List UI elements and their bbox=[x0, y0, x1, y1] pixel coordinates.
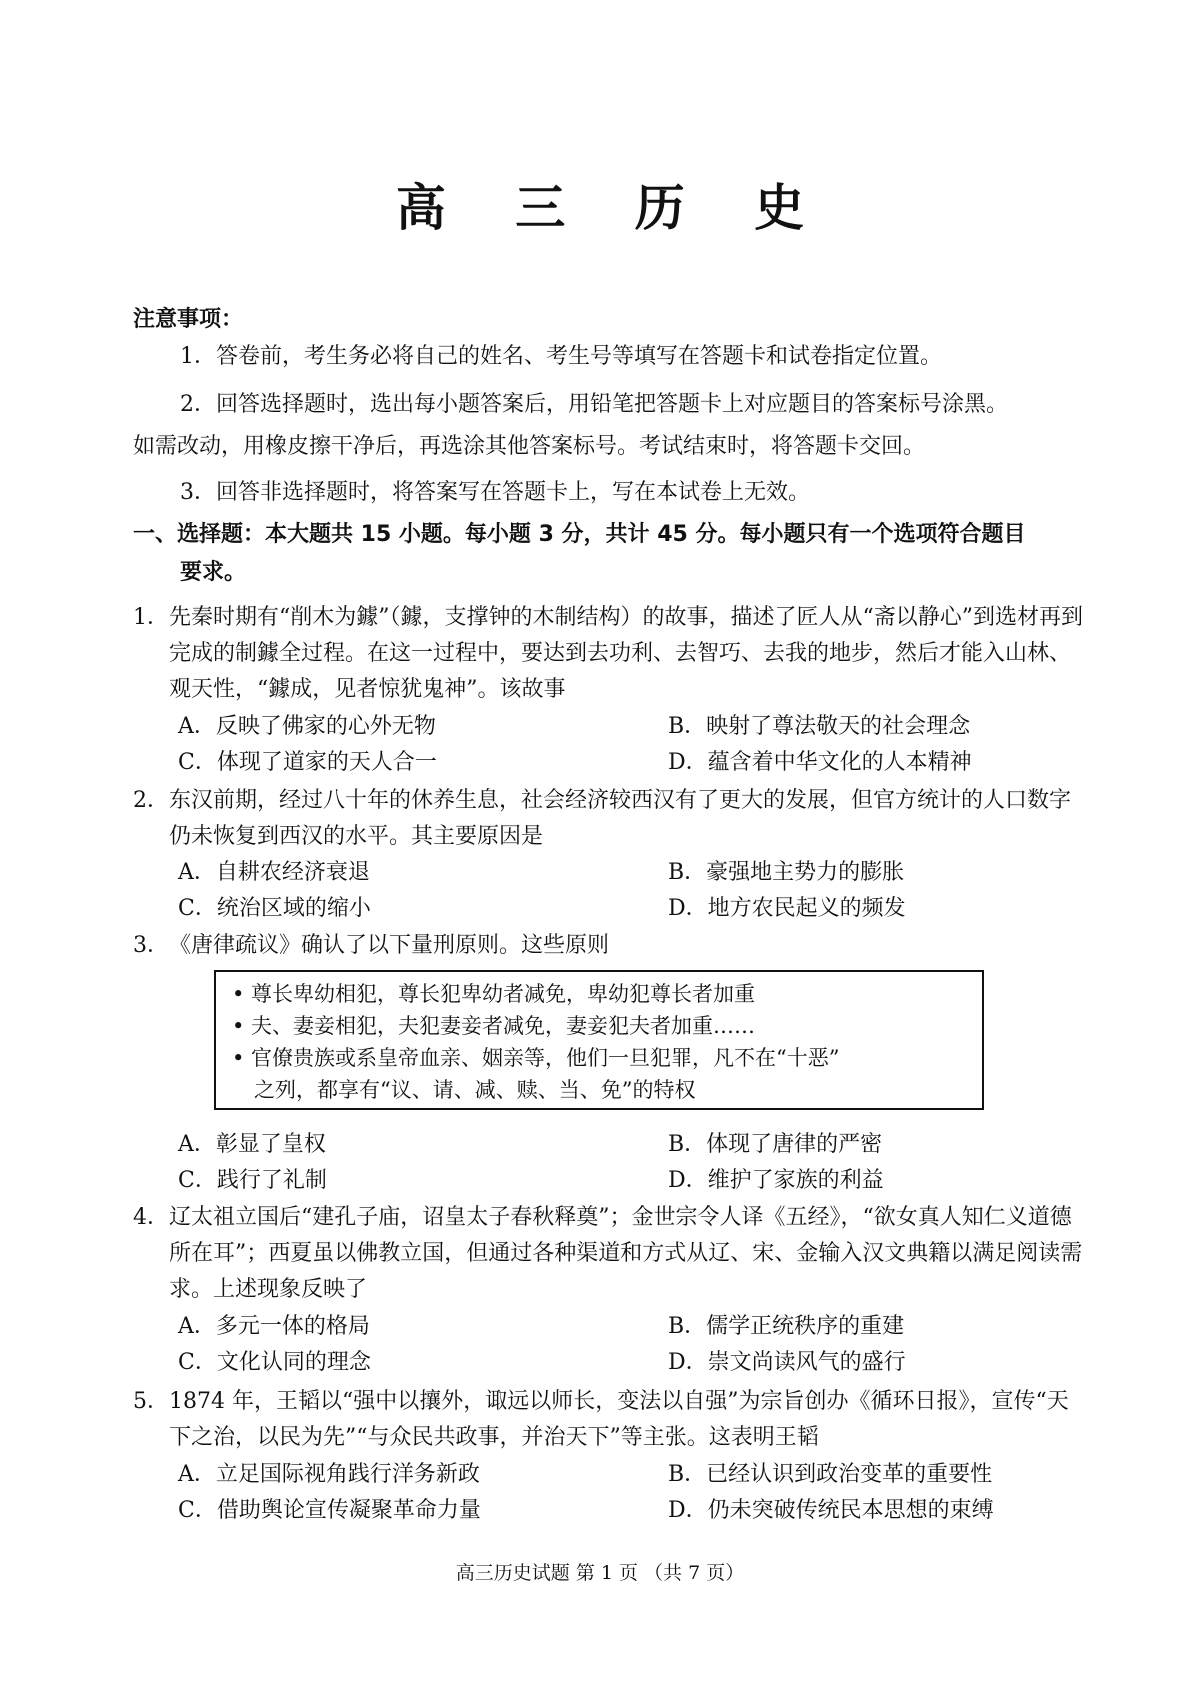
option-a[interactable]: A．多元一体的格局 bbox=[178, 1314, 370, 1339]
question-4 bbox=[133, 1200, 1083, 1308]
question-2 bbox=[133, 783, 1083, 855]
section-heading: 一、选择题：本大题共 15 小题。每小题 3 分，共计 45 分。每小题只有一个选项符合题目 bbox=[133, 522, 1026, 547]
question-number: 3． bbox=[133, 933, 169, 958]
option-d[interactable]: D．维护了家族的利益 bbox=[668, 1168, 884, 1193]
question-5 bbox=[133, 1384, 1083, 1456]
notice-item: 1．答卷前，考生务必将自己的姓名、考生号等填写在答题卡和试卷指定位置。 bbox=[180, 344, 942, 369]
option-a[interactable]: A．反映了佛家的心外无物 bbox=[178, 714, 436, 739]
quote-box bbox=[214, 970, 984, 1110]
question-1 bbox=[133, 600, 1083, 708]
question-number: 5． bbox=[133, 1389, 169, 1414]
quote-line: • 尊长卑幼相犯，尊长犯卑幼者减免，卑幼犯尊长者加重 bbox=[232, 982, 756, 1006]
option-b[interactable]: B．儒学正统秩序的重建 bbox=[668, 1314, 905, 1339]
question-number: 2． bbox=[133, 788, 169, 813]
notice-item: 3．回答非选择题时，将答案写在答题卡上，写在本试卷上无效。 bbox=[180, 480, 810, 505]
question-stem: 辽太祖立国后“建孔子庙，诏皇太子春秋释奠”；金世宗令人译《五经》，“欲女真人知仁义道德所在耳”；西夏虽以佛教立国，但通过各种渠道和方式从辽、宋、金输入汉文典籍以满足阅读需求。上述现象反映了 bbox=[169, 1205, 1083, 1302]
quote-line: 之列，都享有“议、请、减、赎、当、免”的特权 bbox=[254, 1078, 696, 1102]
option-d[interactable]: D．蕴含着中华文化的人本精神 bbox=[668, 750, 972, 775]
option-a[interactable]: A．立足国际视角践行洋务新政 bbox=[178, 1462, 480, 1487]
question-stem: 《唐律疏议》确认了以下量刑原则。这些原则 bbox=[169, 933, 610, 958]
option-d[interactable]: D．仍未突破传统民本思想的束缚 bbox=[668, 1498, 994, 1523]
option-b[interactable]: B．已经认识到政治变革的重要性 bbox=[668, 1462, 993, 1487]
notice-item: 如需改动，用橡皮擦干净后，再选涂其他答案标号。考试结束时，将答题卡交回。 bbox=[133, 434, 926, 459]
quote-line: • 夫、妻妾相犯，夫犯妻妾者减免，妻妾犯夫者加重…… bbox=[232, 1014, 756, 1038]
option-c[interactable]: C．体现了道家的天人合一 bbox=[178, 750, 437, 775]
option-b[interactable]: B．体现了唐律的严密 bbox=[668, 1132, 883, 1157]
option-c[interactable]: C．文化认同的理念 bbox=[178, 1350, 371, 1375]
page-footer: 高三历史试题 第 1 页 （共 7 页） bbox=[455, 1562, 745, 1584]
option-c[interactable]: C．借助舆论宣传凝聚革命力量 bbox=[178, 1498, 481, 1523]
question-number: 1． bbox=[133, 605, 169, 630]
option-c[interactable]: C．践行了礼制 bbox=[178, 1168, 327, 1193]
question-3 bbox=[133, 928, 1083, 964]
option-d[interactable]: D．地方农民起义的频发 bbox=[668, 896, 906, 921]
question-stem: 先秦时期有“削木为鐻”（鐻，支撑钟的木制结构）的故事，描述了匠人从“斋以静心”到选材再到完成的制鐻全过程。在这一过程中，要达到去功利、去智巧、去我的地步，然后才能入山林、观天性，“鐻成，见者惊犹鬼神”。该故事 bbox=[169, 605, 1083, 702]
question-number: 4． bbox=[133, 1205, 169, 1230]
option-a[interactable]: A．自耕农经济衰退 bbox=[178, 860, 370, 885]
option-b[interactable]: B．映射了尊法敬天的社会理念 bbox=[668, 714, 971, 739]
section-heading-cont: 要求。 bbox=[180, 560, 247, 585]
option-b[interactable]: B．豪强地主势力的膨胀 bbox=[668, 860, 905, 885]
quote-line: • 官僚贵族或系皇帝血亲、姻亲等，他们一旦犯罪，凡不在“十恶” bbox=[232, 1046, 840, 1070]
option-a[interactable]: A．彰显了皇权 bbox=[178, 1132, 326, 1157]
option-c[interactable]: C．统治区域的缩小 bbox=[178, 896, 371, 921]
notice-heading: 注意事项： bbox=[133, 307, 244, 332]
option-d[interactable]: D．崇文尚读风气的盛行 bbox=[668, 1350, 906, 1375]
notice-item: 2．回答选择题时，选出每小题答案后，用铅笔把答题卡上对应题目的答案标号涂黑。 bbox=[180, 392, 1008, 417]
question-stem: 1874 年，王韬以“强中以攘外，诹远以师长，变法以自强”为宗旨创办《循环日报》，宣传“天下之治，以民为先”“与众民共政事，并治天下”等主张。这表明王韬 bbox=[169, 1389, 1069, 1450]
page-title: 高 三 历 史 bbox=[395, 179, 831, 237]
question-stem: 东汉前期，经过八十年的休养生息，社会经济较西汉有了更大的发展，但官方统计的人口数字仍未恢复到西汉的水平。其主要原因是 bbox=[169, 788, 1072, 849]
